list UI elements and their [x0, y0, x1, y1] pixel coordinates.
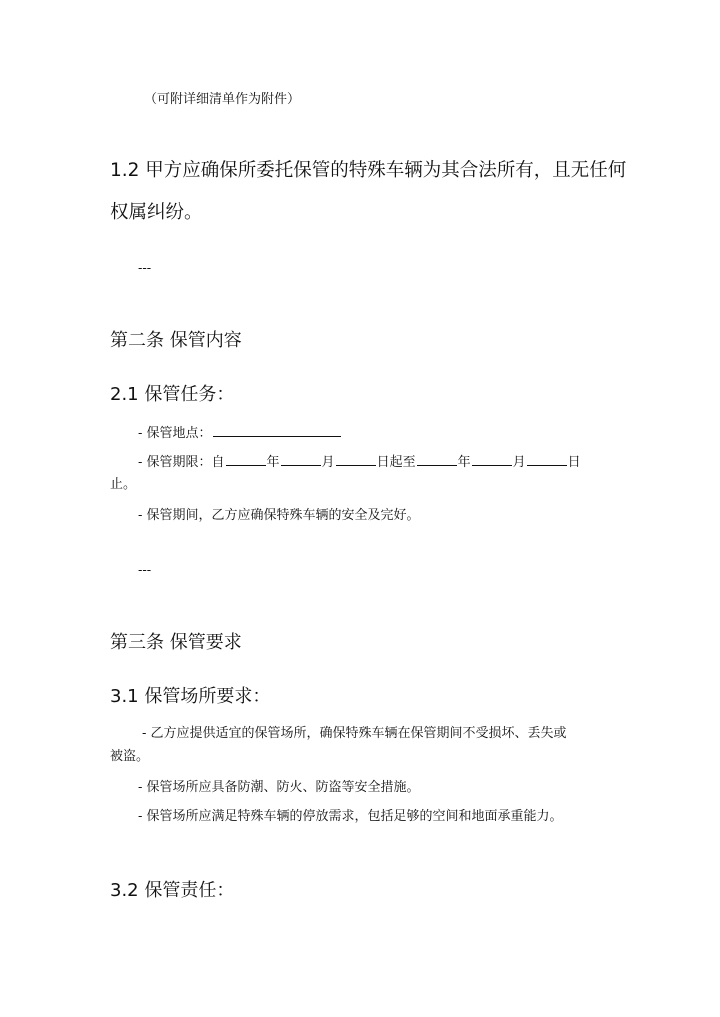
separator: --- [138, 563, 152, 578]
start-year-blank [226, 453, 266, 466]
end-day-unit: 日 [567, 455, 581, 470]
end-day-blank [527, 453, 567, 466]
section-3-1-title: 3.1 保管场所要求： [110, 686, 271, 707]
section-2-1-title: 2.1 保管任务： [110, 384, 235, 405]
site-requirement-item-1-line-2: 被盗。 [110, 749, 150, 764]
article-3-title: 第三条 保管要求 [110, 632, 242, 653]
storage-location-blank [213, 424, 341, 437]
start-day-blank [336, 453, 376, 466]
start-day-unit: 日起至 [376, 455, 416, 470]
site-requirement-item-2: - 保管场所应具备防潮、防火、防盗等安全措施。 [138, 780, 420, 795]
start-month-unit: 月 [321, 455, 335, 470]
clause-1-2-line-1: 1.2 甲方应确保所委托保管的特殊车辆为其合法所有，且无任何 [110, 160, 627, 181]
storage-location-label: - 保管地点： [138, 426, 212, 441]
storage-period-label: - 保管期限：自 [138, 455, 225, 470]
article-2-title: 第二条 保管内容 [110, 330, 242, 351]
separator: --- [138, 261, 152, 276]
start-year-unit: 年 [266, 455, 280, 470]
storage-period-end: 止。 [110, 477, 137, 492]
storage-location-item [138, 424, 342, 443]
storage-period-item [138, 453, 581, 472]
attachment-note: （可附详细清单作为附件） [144, 92, 301, 107]
end-year-blank [417, 453, 457, 466]
start-month-blank [281, 453, 321, 466]
clause-1-2-line-2: 权属纠纷。 [110, 202, 203, 223]
site-requirement-item-1-line-1: - 乙方应提供适宜的保管场所，确保特殊车辆在保管期间不受损坏、丢失或 [142, 726, 567, 741]
end-month-unit: 月 [512, 455, 526, 470]
end-year-unit: 年 [457, 455, 471, 470]
site-requirement-item-3: - 保管场所应满足特殊车辆的停放需求，包括足够的空间和地面承重能力。 [138, 809, 563, 824]
end-month-blank [472, 453, 512, 466]
storage-safety-item: - 保管期间，乙方应确保特殊车辆的安全及完好。 [138, 508, 420, 523]
section-3-2-title: 3.2 保管责任： [110, 880, 235, 901]
